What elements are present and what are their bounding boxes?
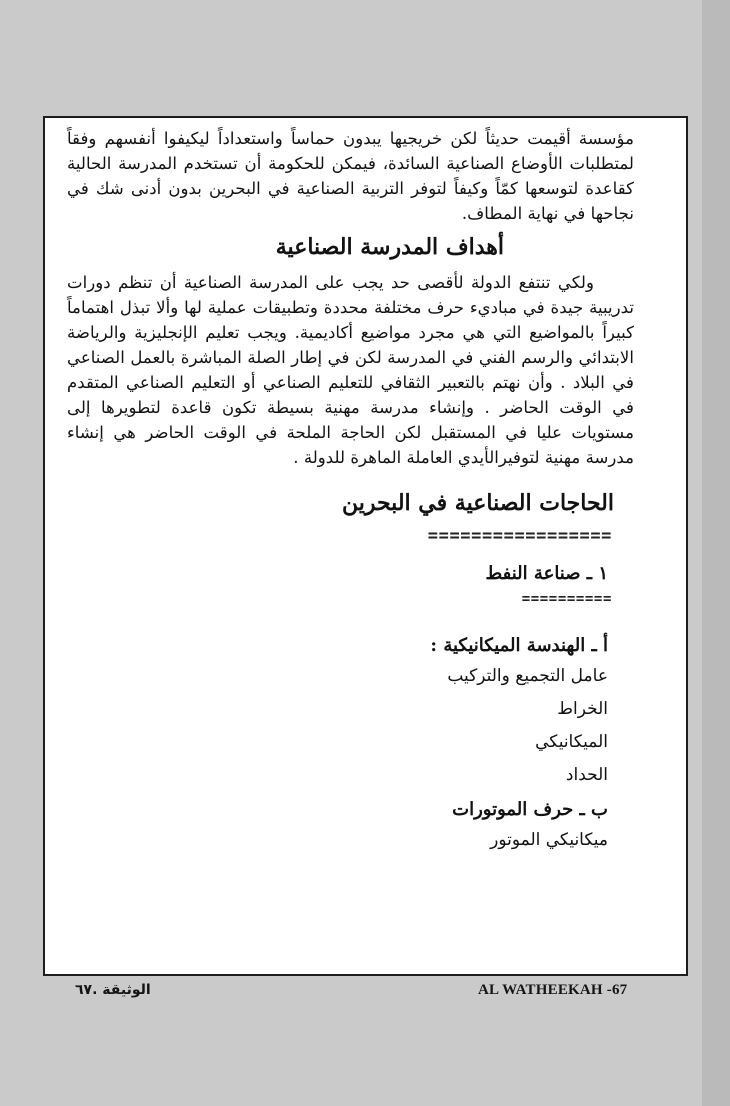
subsection-mechanical-engineering: أ ـ الهندسة الميكانيكية :	[430, 635, 608, 656]
heading-industrial-needs: الحاجات الصناعية في البحرين	[341, 490, 614, 516]
heading-goals: أهداف المدرسة الصناعية	[275, 234, 504, 260]
book-spine-edge	[702, 0, 730, 1106]
list-item: الميكانيكي	[535, 732, 608, 752]
footer-journal-name: AL WATHEEKAH -67	[478, 982, 628, 998]
list-item: عامل التجميع والتركيب	[447, 666, 608, 686]
list-item: ميكانيكي الموتور	[490, 830, 608, 850]
list-item: الحداد	[565, 765, 608, 785]
section-oil-industry: ١ ـ صناعة النفط	[485, 563, 608, 584]
page-content	[67, 126, 634, 857]
divider-long: =================	[427, 526, 612, 546]
goals-paragraph: ولكي تنتفع الدولة لأقصى حد يجب على المدرسة الصناعية أن تنظم دورات تدريبية جيدة في مباديء حرف مختلفة محددة وتطبيقات عملية لها وألا تبذل اهتماماً كبيراً بالمواضيع التي هي مجرد مواضيع أكاديمية. ويجب تعليم الإنجليزية والرياضة الابتدائي والرسم الفني في المدرسة لكن في إطار الصلة المباشرة بالعمل الصناعي في البلاد . وأن نهتم بالتعبير الثقافي للتعليم الصناعي أو التعليم الصناعي المتقدم في الوقت الحاضر . وإنشاء مدرسة مهنية بسيطة تكون قاعدة لتطويرها إلى مستويات عليا في المستقبل لكن الحاجة الملحة في الوقت الحاضر هي إنشاء مدرسة مهنية لتوفيرالأيدي العاملة الماهرة للدولة .	[67, 273, 634, 467]
subsection-motor-trades: ب ـ حرف الموتورات	[452, 799, 608, 820]
divider-short: ==========	[521, 591, 612, 607]
intro-paragraph: مؤسسة أقيمت حديثاً لكن خريجيها يبدون حماساً واستعداداً ليكيفوا أنفسهم وفقاً لمتطلبات الأوضاع الصناعية السائدة، فيمكن للحكومة أن تستخدم المدرسة الحالية كقاعدة لتوسعها كمّاً وكيفاً لتوفر التربية الصناعية في البحرين بدون أدنى شك في نجاحها في نهاية المطاف.	[67, 129, 634, 223]
list-item: الخراط	[557, 699, 608, 719]
footer-page-number: الوثيقة .٦٧	[75, 982, 151, 998]
page-frame	[43, 116, 688, 976]
